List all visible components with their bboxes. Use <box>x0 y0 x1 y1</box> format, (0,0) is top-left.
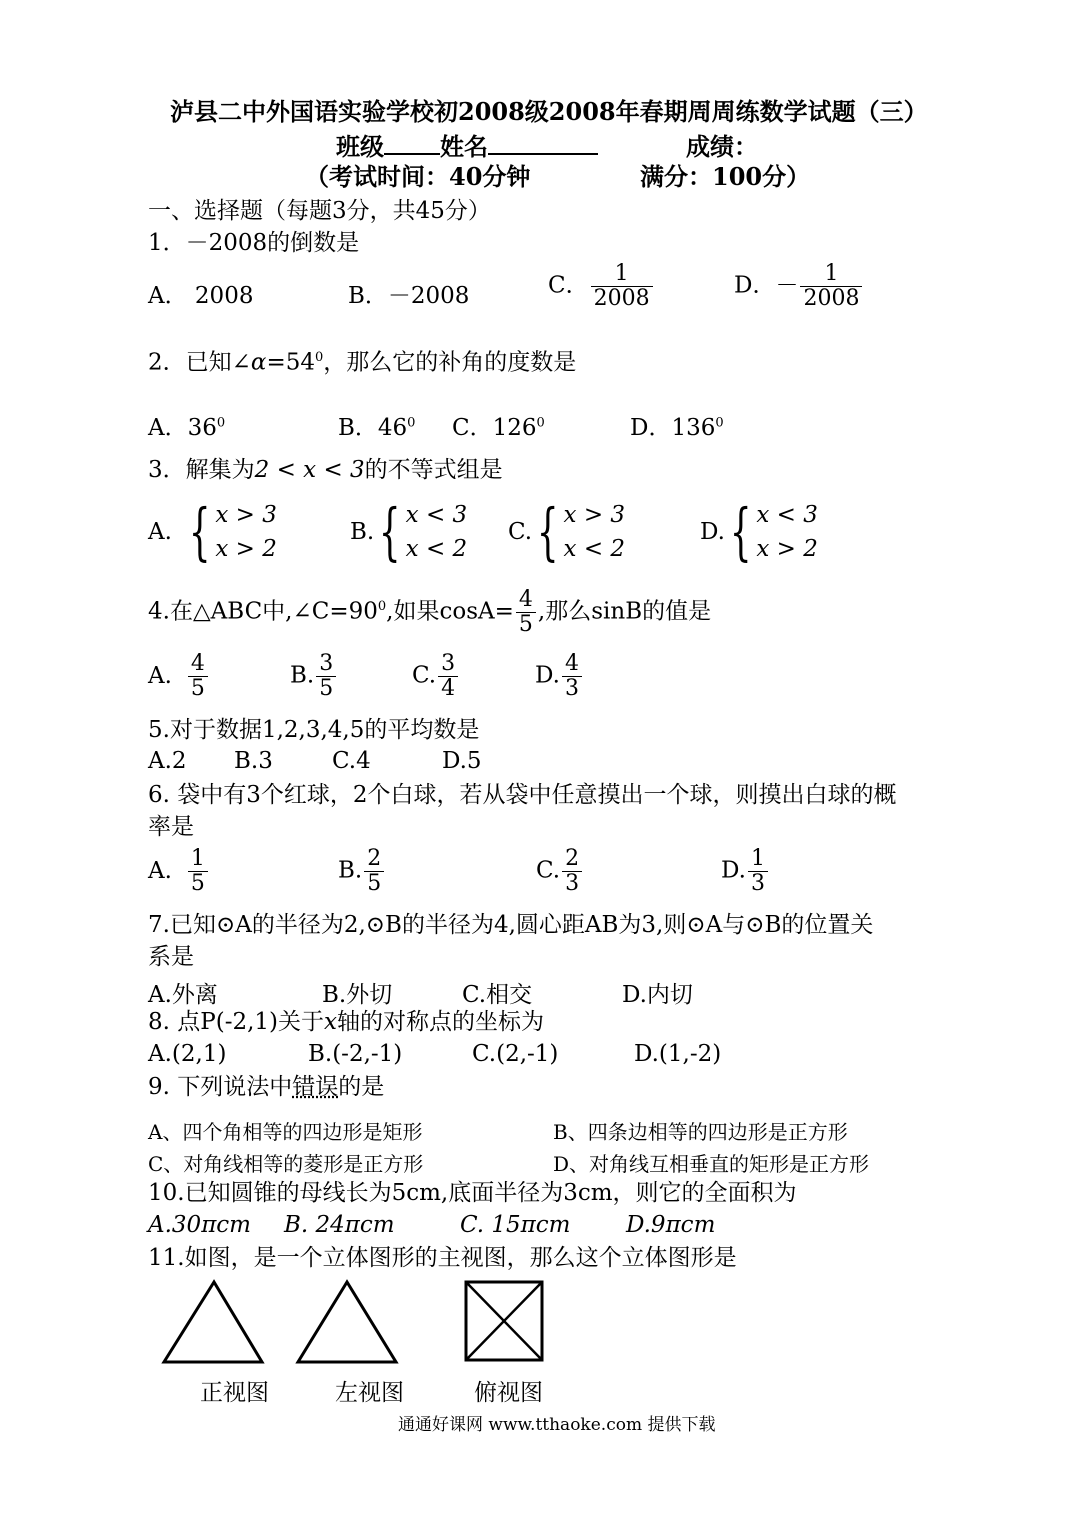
q2-option-d: D．$136^0$ <box>630 415 724 441</box>
q7-stem-line2: 系是 <box>148 944 194 970</box>
fraction: $\frac{4}{3}$ <box>562 652 582 701</box>
exam-time-info: （考试时间：40分钟 <box>305 162 531 191</box>
q5-option-d: D.5 <box>442 748 482 774</box>
q10-option-a: A.30πcm <box>148 1212 251 1238</box>
brace-icon: { <box>379 495 401 568</box>
q10-option-c: C. 15πcm <box>460 1212 571 1238</box>
q5-option-b: B.3 <box>234 748 273 774</box>
q8-option-c: C.(2,-1) <box>472 1041 559 1067</box>
q1-option-d: D．－ $\frac{1}{2008}$ <box>734 262 864 311</box>
q6-stem-line1: 6. 袋中有3个红球，2个白球，若从袋中任意摸出一个球，则摸出白球的概 <box>148 782 897 808</box>
q7-option-b: B.外切 <box>322 982 393 1008</box>
q1-option-b: B．－2008 <box>348 283 470 309</box>
q3-option-d: D. { x < 3 x > 2 <box>700 495 818 568</box>
q6-option-d: D. $\frac{1}{3}$ <box>721 847 770 896</box>
q2-option-c: C．$126^0$ <box>452 415 545 441</box>
fraction: $\frac{2}{5}$ <box>364 847 384 896</box>
side-view-triangle <box>294 1278 402 1368</box>
q1-option-c: C． $\frac{1}{2008}$ <box>548 262 655 311</box>
fraction: $\frac{2}{3}$ <box>562 847 582 896</box>
q8-option-a: A.(2,1) <box>148 1041 227 1067</box>
q2-option-b: B．$46^0$ <box>338 415 416 441</box>
q9-option-a: A、四个角相等的四边形是矩形 <box>148 1120 423 1144</box>
front-view-label: 正视图 <box>200 1380 269 1406</box>
q4-option-b: B. $\frac{3}{5}$ <box>290 652 338 701</box>
brace-icon: { <box>188 495 211 568</box>
q3-option-c: C. { x > 3 x < 2 <box>508 495 626 568</box>
front-view-triangle <box>160 1278 268 1368</box>
q1-option-a: A． 2008 <box>148 283 254 309</box>
q8-option-d: D.(1,-2) <box>634 1041 722 1067</box>
q7-option-c: C.相交 <box>462 982 533 1008</box>
emphasis-word: 错误 <box>292 1074 339 1100</box>
fraction: $\frac{1}{5}$ <box>188 847 208 896</box>
q10-option-b: B. 24πcm <box>284 1212 395 1238</box>
name-label: 姓名 <box>440 132 488 161</box>
q4-option-c: C. $\frac{3}{4}$ <box>412 652 460 701</box>
q7-stem-line1: 7.已知⊙A的半径为2,⊙B的半径为4,圆心距AB为3,则⊙A与⊙B的位置关 <box>148 912 874 938</box>
q1-stem: 1．－2008的倒数是 <box>148 230 360 256</box>
brace-icon: { <box>729 495 752 568</box>
top-view-label: 俯视图 <box>474 1380 543 1406</box>
q9-stem: 9. 下列说法中错误的是 <box>148 1074 385 1100</box>
exam-title: 泸县二中外国语实验学校初2008级2008年春期周周练数学试题（三） <box>170 97 928 126</box>
fraction: $\frac{1}{2008}$ <box>591 262 653 311</box>
exam-full-score: 满分：100分） <box>640 162 811 191</box>
q4-option-d: D. $\frac{4}{3}$ <box>535 652 584 701</box>
q4-stem: 4.在△ABC中$,\angle C=90^0$,如果cosA= $\frac{4}{5}$ ,那么sinB的值是 <box>148 587 712 637</box>
fraction: $\frac{4}{5}$ <box>188 652 208 701</box>
fraction: $\frac{3}{5}$ <box>316 652 336 701</box>
q3-stem: 3．解集为2 < x < 3的不等式组是 <box>148 457 503 483</box>
q6-option-c: C. $\frac{2}{3}$ <box>536 847 584 896</box>
footer-text: 通通好课网 www.tthaoke.com 提供下载 <box>398 1415 716 1435</box>
fraction: $\frac{1}{3}$ <box>748 847 768 896</box>
fraction: $\frac{3}{4}$ <box>438 652 458 701</box>
q6-option-a: A. $\frac{1}{5}$ <box>148 847 210 896</box>
name-blank <box>488 131 598 155</box>
q6-stem-line2: 率是 <box>148 814 194 840</box>
class-label: 班级 <box>336 132 384 161</box>
fraction: $\frac{4}{5}$ <box>516 588 536 637</box>
q2-stem: 2．已知$\angle\alpha=54^0$，那么它的补角的度数是 <box>148 349 577 376</box>
q5-option-c: C.4 <box>332 748 371 774</box>
student-info-row <box>336 131 758 161</box>
q8-stem: 8. 点P(-2,1)关于x轴的对称点的坐标为 <box>148 1009 545 1035</box>
q9-option-d: D、对角线互相垂直的矩形是正方形 <box>553 1152 870 1176</box>
q3-option-a: A. { x > 3 x > 2 <box>148 495 277 568</box>
q5-option-a: A.2 <box>148 748 187 774</box>
q2-option-a: A．$36^0$ <box>148 415 226 441</box>
q9-option-b: B、四条边相等的四边形是正方形 <box>553 1120 848 1144</box>
class-blank <box>384 131 440 155</box>
q7-option-a: A.外离 <box>148 982 218 1008</box>
q8-option-b: B.(-2,-1) <box>308 1041 403 1067</box>
q10-stem: 10.已知圆锥的母线长为5cm,底面半径为3cm，则它的全面积为 <box>148 1180 797 1206</box>
q7-option-d: D.内切 <box>622 982 693 1008</box>
q11-stem: 11.如图，是一个立体图形的主视图，那么这个立体图形是 <box>148 1245 737 1271</box>
q10-option-d: D.9πcm <box>626 1212 716 1238</box>
q5-stem: 5.对于数据1,2,3,4,5的平均数是 <box>148 717 480 743</box>
fraction: $\frac{1}{2008}$ <box>800 262 862 311</box>
q3-option-b: B. { x < 3 x < 2 <box>350 495 468 568</box>
brace-icon: { <box>536 495 559 568</box>
score-label: 成绩： <box>686 132 758 161</box>
side-view-label: 左视图 <box>335 1380 404 1406</box>
q6-option-b: B. $\frac{2}{5}$ <box>338 847 386 896</box>
q4-option-a: A. $\frac{4}{5}$ <box>148 652 210 701</box>
section-heading: 一、选择题（每题3分，共45分） <box>148 198 491 224</box>
top-view-square <box>462 1280 546 1364</box>
q9-option-c: C、对角线相等的菱形是正方形 <box>148 1152 424 1176</box>
